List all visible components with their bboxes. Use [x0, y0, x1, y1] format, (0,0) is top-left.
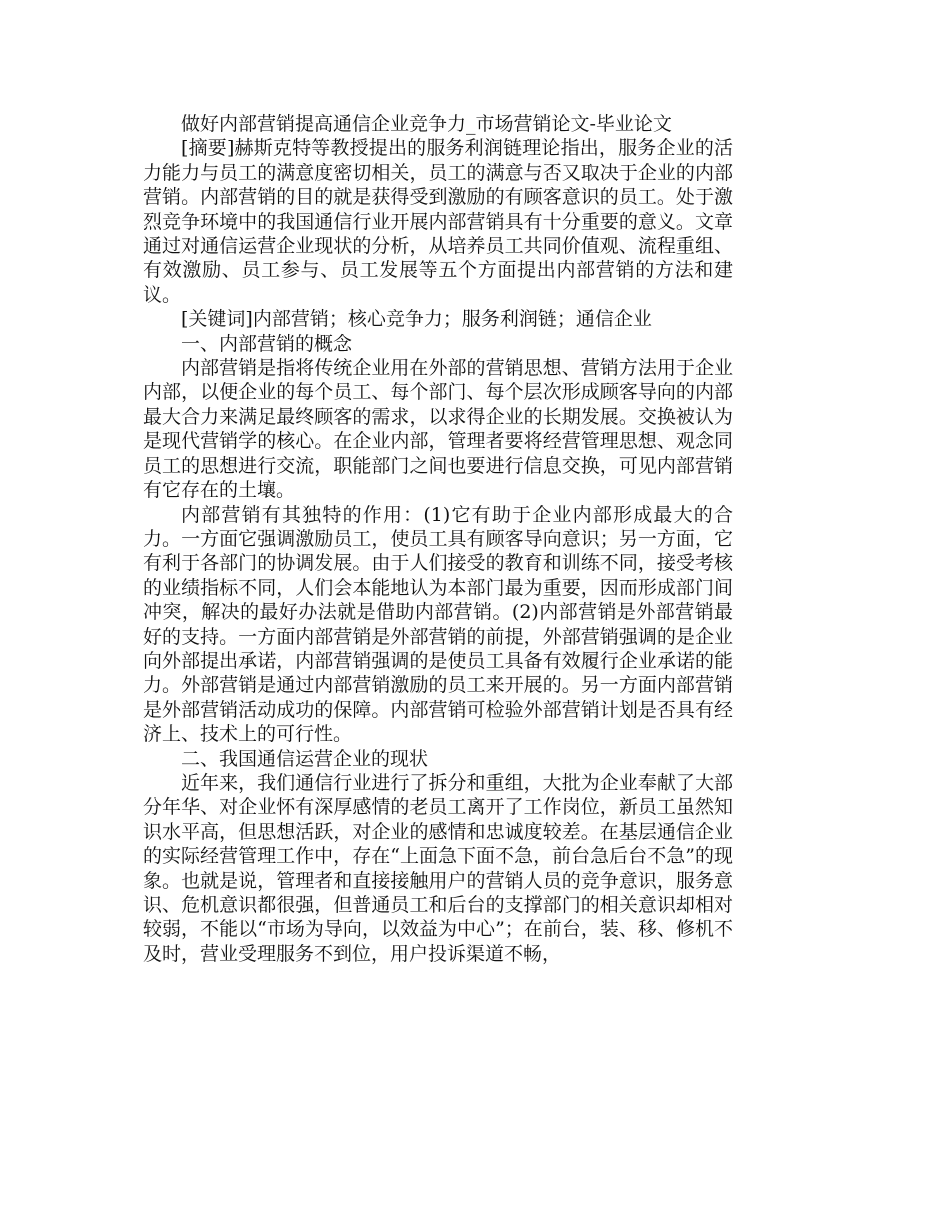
document-page: [143, 112, 733, 966]
abstract-paragraph: [摘要]赫斯克特等教授提出的服务利润链理论指出，服务企业的活力能力与员工的满意度密切相关，员工的满意与否又取决于企业的内部营销。内部营销的目的就是获得受到激励的有顾客意识的员工。处于激烈竞争环境中的我国通信行业开展内部营销具有十分重要的意义。文章通过对通信运营企业现状的分析，从培养员工共同价值观、流程重组、有效激励、员工参与、员工发展等五个方面提出内部营销的方法和建议。: [143, 137, 733, 306]
document-title: 做好内部营销提高通信企业竞争力_市场营销论文-毕业论文: [181, 113, 672, 135]
section-heading-1: 一、内部营销的概念: [181, 332, 353, 355]
keywords-line: [关键词]内部营销；核心竞争力；服务利润链；通信企业: [181, 308, 652, 331]
body-paragraph: 内部营销有其独特的作用：(1)它有助于企业内部形成最大的合力。一方面它强调激励员工，使员工具有顾客导向意识；另一方面，它有利于各部门的协调发展。由于人们接受的教育和训练不同，接受考核的业绩指标不同，人们会本能地认为本部门最为重要，因而形成部门间冲突，解决的最好办法就是借助内部营销。(2)内部营销是外部营销最好的支持。一方面内部营销是外部营销的前提，外部营销强调的是企业向外部提出承诺，内部营销强调的是使员工具备有效履行企业承诺的能力。外部营销是通过内部营销激励的员工来开展的。另一方面内部营销是外部营销活动成功的保障。内部营销可检验外部营销计划是否具有经济上、技术上的可行性。: [143, 503, 733, 746]
body-paragraph: 内部营销是指将传统企业用在外部的营销思想、营销方法用于企业内部，以便企业的每个员工、每个部门、每个层次形成顾客导向的内部最大合力来满足最终顾客的需求，以求得企业的长期发展。交换被认为是现代营销学的核心。在企业内部，管理者要将经营管理思想、观念同员工的思想进行交流，职能部门之间也要进行信息交换，可见内部营销有它存在的土壤。: [143, 357, 733, 502]
section-heading-2: 二、我国通信运营企业的现状: [181, 747, 429, 770]
body-paragraph: 近年来，我们通信行业进行了拆分和重组，大批为企业奉献了大部分年华、对企业怀有深厚感情的老员工离开了工作岗位，新员工虽然知识水平高，但思想活跃，对企业的感情和忠诚度较差。在基层通信企业的实际经营管理工作中，存在“上面急下面不急，前台急后台不急”的现象。也就是说，管理者和直接接触用户的营销人员的竞争意识，服务意识、危机意识都很强，但普通员工和后台的支撑部门的相关意识却相对较弱，不能以“市场为导向，以效益为中心”；在前台，装、移、修机不及时，营业受理服务不到位，用户投诉渠道不畅，: [143, 771, 733, 965]
